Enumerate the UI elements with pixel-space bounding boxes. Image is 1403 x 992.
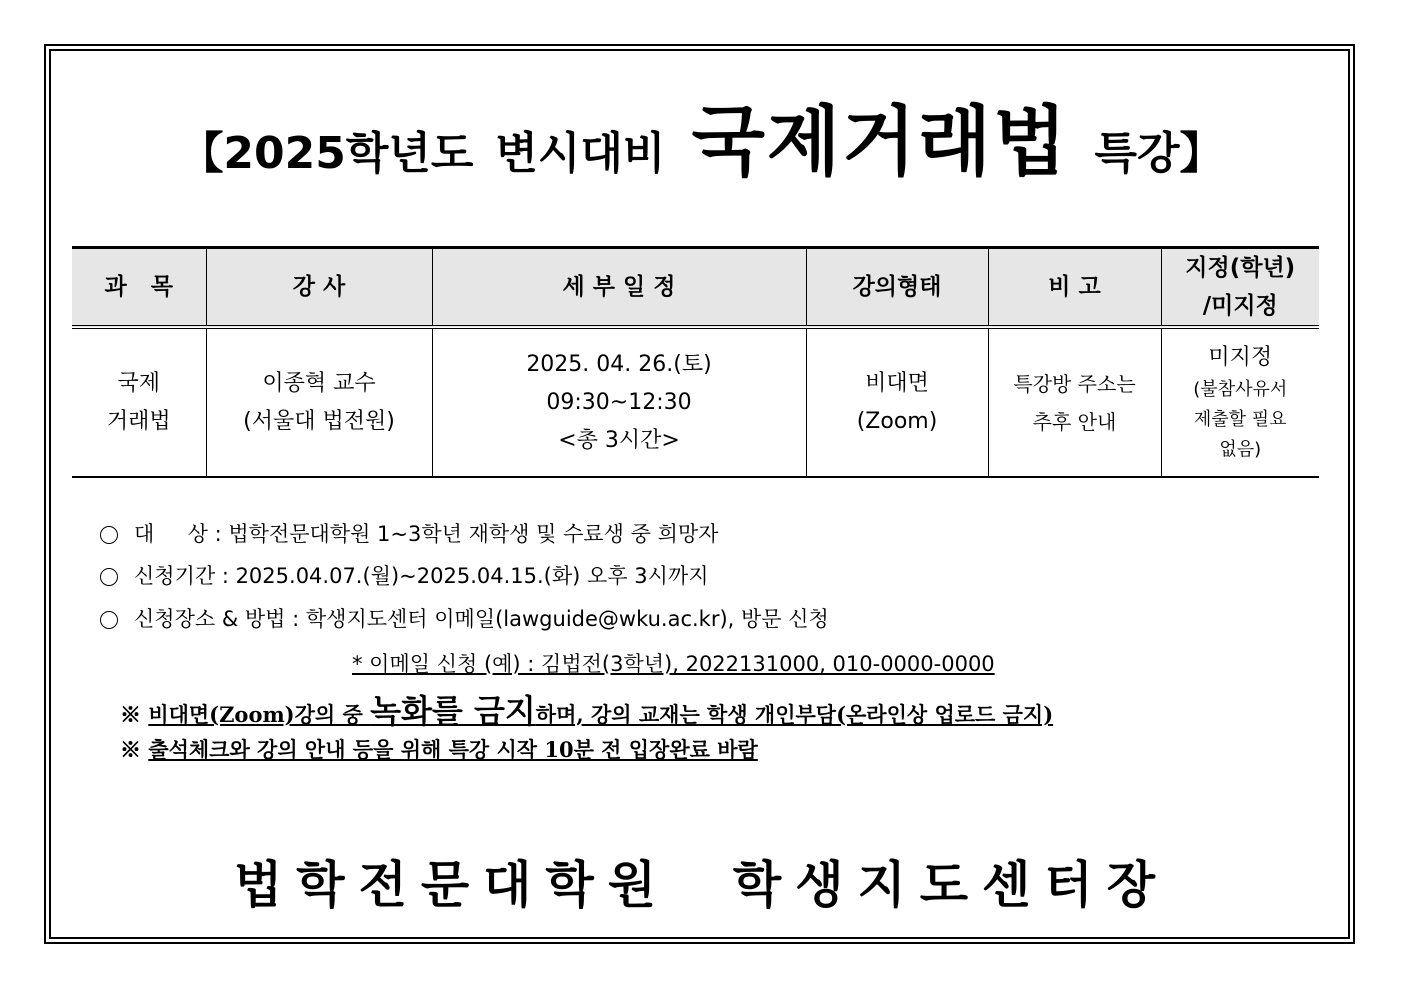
title-suffix: 특강】 [1094, 128, 1224, 179]
header-lecturer: 강 사 [206, 248, 432, 328]
info-period: 신청기간 : 2025.04.07.(월)~2025.04.15.(화) 오후 3시까지 [100, 560, 708, 590]
header-remarks: 비 고 [988, 248, 1161, 328]
table-header-row [72, 248, 1319, 328]
cell-designation: 미지정 (불참사유서 제출할 필요 없음) [1161, 327, 1319, 477]
warning-recording [120, 686, 1053, 732]
title-main: 국제거래법 [691, 97, 1069, 186]
header-subject: 과 목 [72, 248, 206, 328]
cell-format: 비대면 (Zoom) [806, 327, 988, 477]
header-format: 강의형태 [806, 248, 988, 328]
warning-text-a: 비대면(Zoom)강의 중 [148, 702, 371, 727]
email-example: * 이메일 신청 (예) : 김법전(3학년), 2022131000, 010-0000-0000 [352, 652, 995, 676]
cell-lecturer: 이종혁 교수 (서울대 법전원) [206, 327, 432, 477]
warning-emphasis: 녹화를 금지 [370, 692, 536, 730]
warning-text-b: 하며, 강의 교재는 학생 개인부담(온라인상 업로드 금지) [535, 702, 1054, 727]
info-method: 신청장소 & 방법 : 학생지도센터 이메일(lawguide@wku.ac.kr), 방문 신청 [100, 603, 829, 633]
reference-mark-icon: ※ [120, 737, 141, 762]
signature: 법학전문대학원 학생지도센터장 [233, 856, 1169, 914]
cell-subject: 국제 거래법 [106, 370, 171, 434]
schedule-table [72, 246, 1319, 478]
page-title [0, 92, 1403, 213]
circle-bullet-icon [100, 568, 118, 586]
title-mid: 변시대비 [495, 128, 666, 179]
title-prefix: 【2025학년도 [179, 128, 474, 179]
table-row [72, 327, 1319, 477]
circle-bullet-icon [100, 526, 118, 544]
warning-attendance-text: 출석체크와 강의 안내 등을 위해 특강 시작 10분 전 입장완료 바람 [148, 737, 758, 762]
circle-bullet-icon [100, 611, 118, 629]
header-designation: 지정(학년) /미지정 [1161, 248, 1319, 328]
reference-mark-icon: ※ [120, 702, 141, 727]
cell-remarks: 특강방 주소는 추후 안내 [988, 327, 1161, 477]
cell-schedule: 2025. 04. 26.(토) 09:30~12:30 <총 3시간> [432, 327, 806, 477]
info-target: 대 상 : 법학전문대학원 1~3학년 재학생 및 수료생 중 희망자 [100, 518, 718, 548]
warning-attendance [120, 734, 758, 764]
header-schedule: 세 부 일 정 [432, 248, 806, 328]
